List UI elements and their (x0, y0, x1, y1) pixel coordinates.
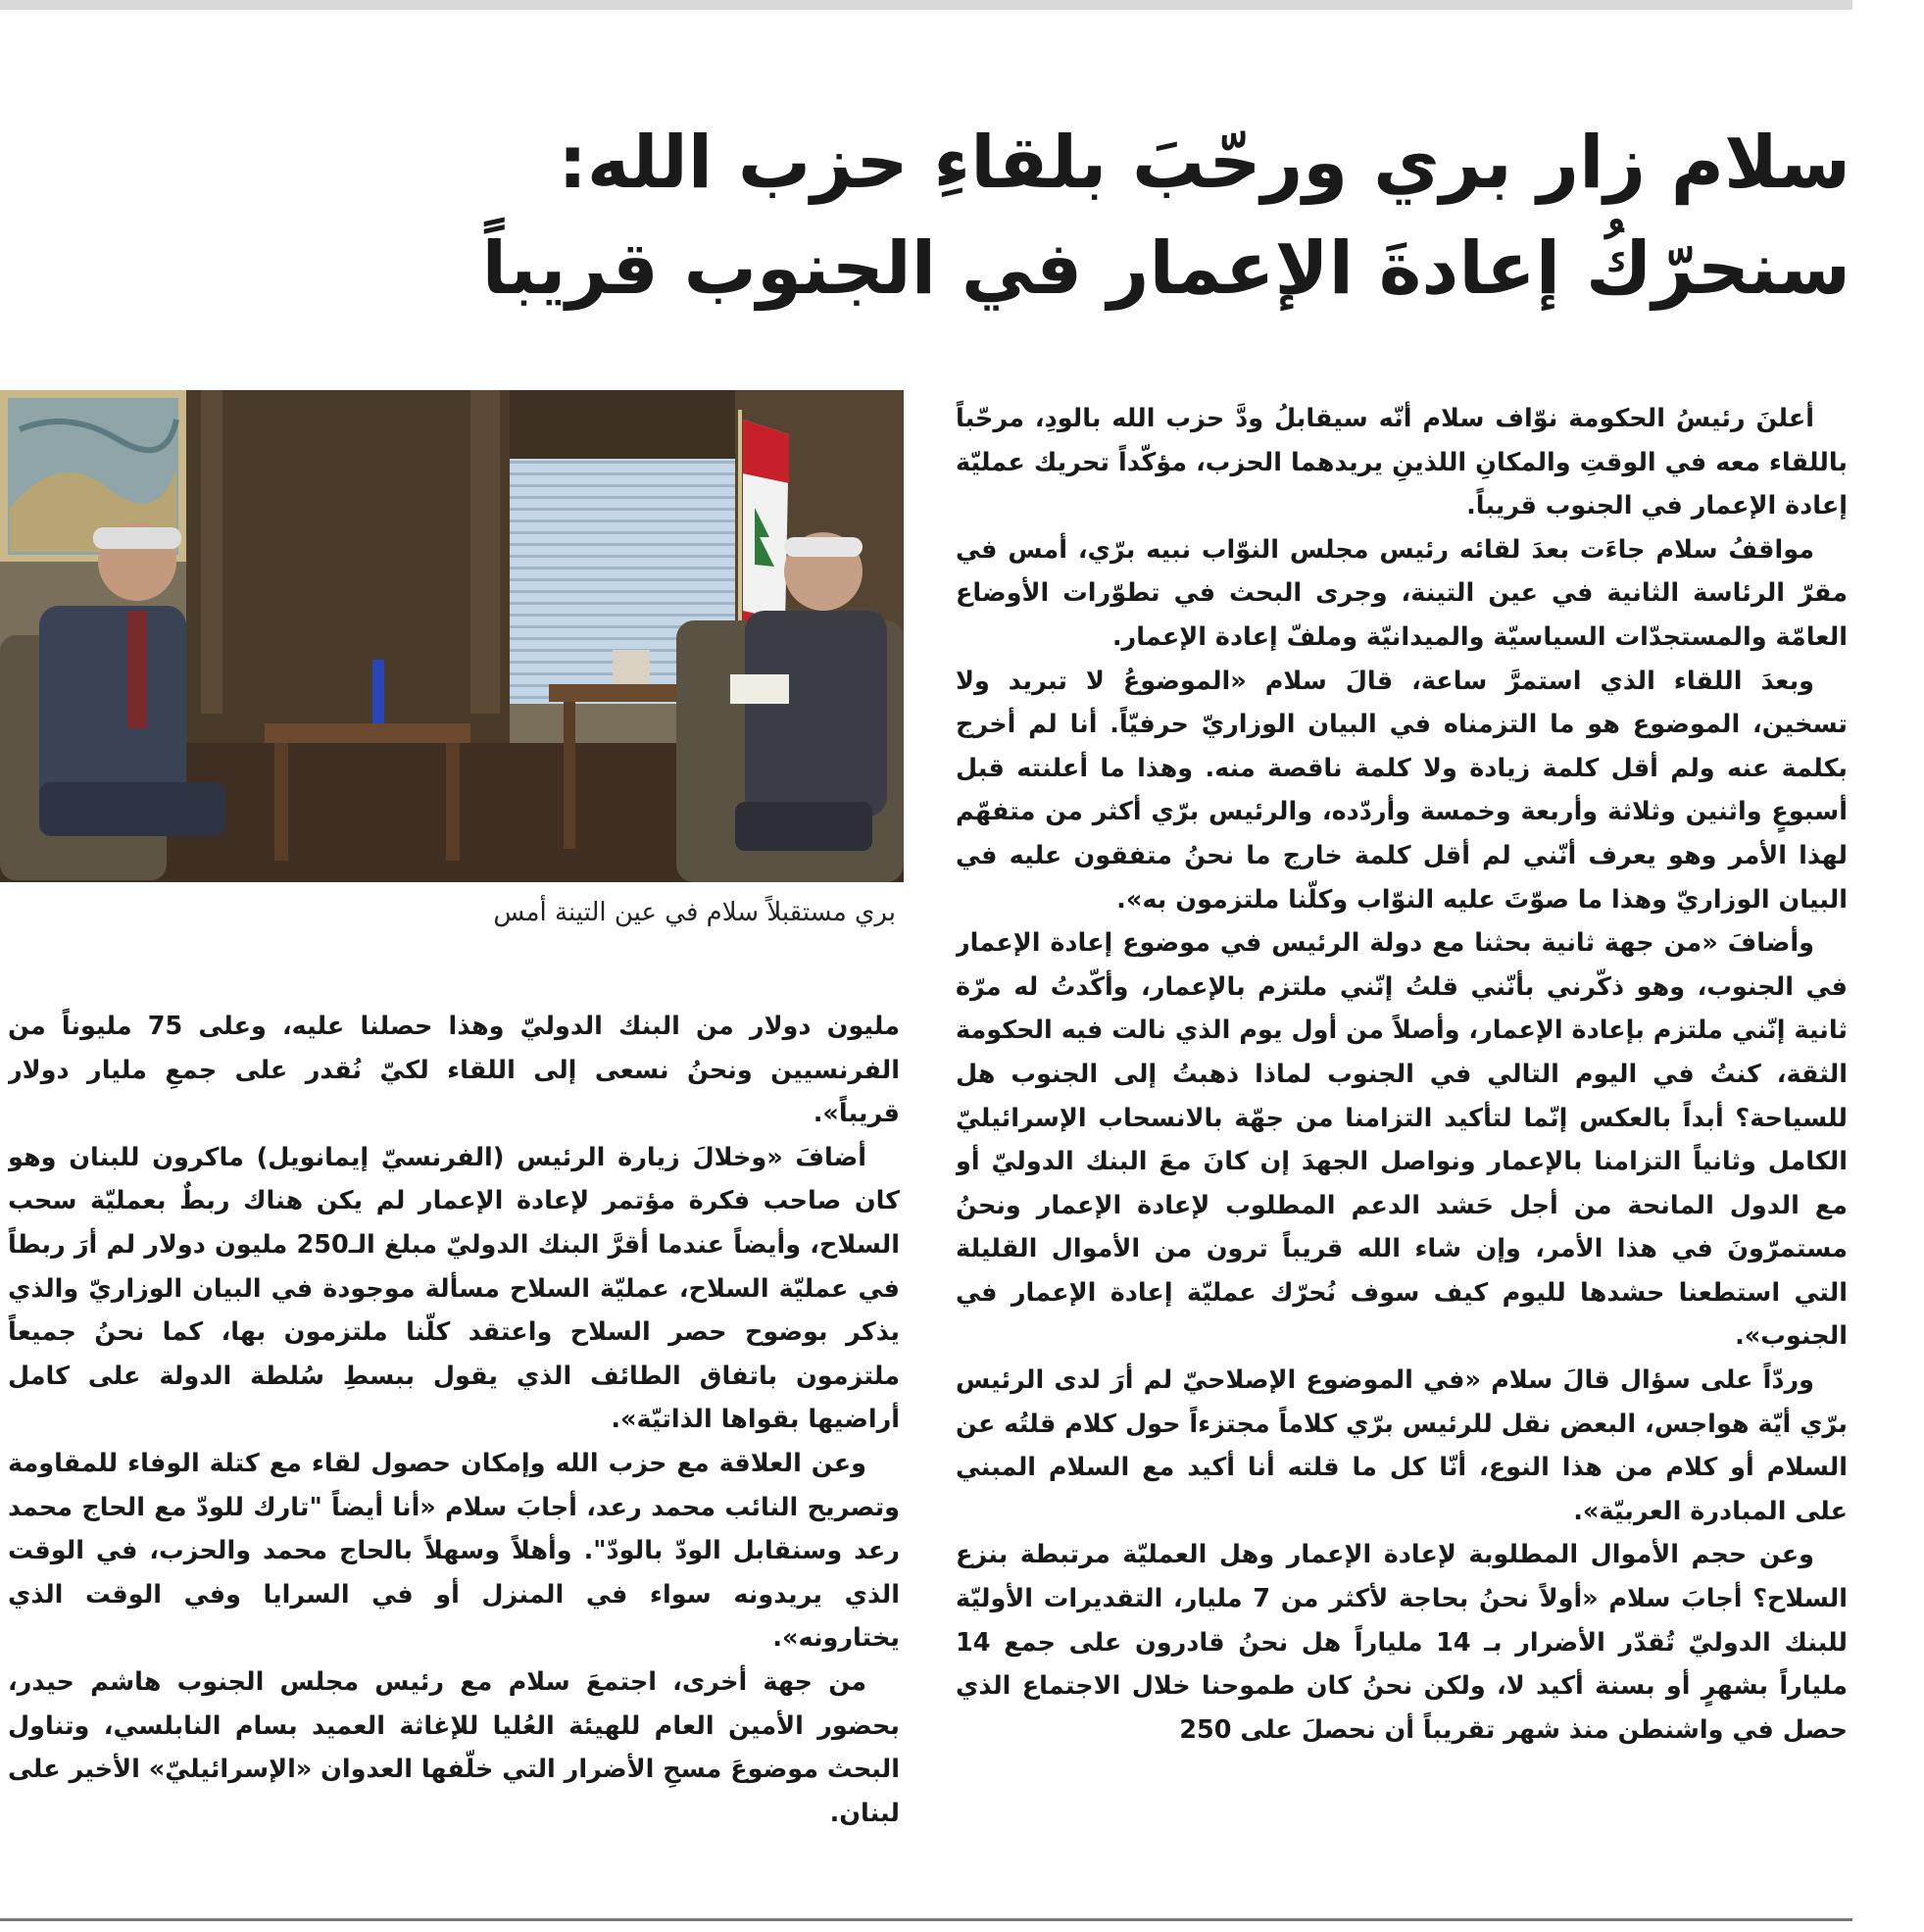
paragraph: أعلنَ رئيسُ الحكومة نوّاف سلام أنّه سيقابلُ ودَّ حزب الله بالودِ، مرحّباً باللقاء معه في الوقتِ والمكانِ اللذينِ يريدهما الحزب، مؤكّداً تحريك عمليّة إعادة الإعمار في الجنوب قريباً. (956, 404, 1848, 521)
paragraph: مليون دولار من البنك الدوليّ وهذا حصلنا عليه، وعلى 75 مليوناً من الفرنسيين ونحنُ نسعى إلى اللقاء لكيّ نُقدر على جمعِ مليار دولار قريباً». (8, 1012, 900, 1129)
article-column-left (8, 1005, 900, 1907)
paragraph: من جهة أخرى، اجتمعَ سلام مع رئيس مجلس الجنوب هاشم حيدر، بحضور الأمين العام للهيئة العُليا للإغاثة العميد بسام النابلسي، وتناول البحث موضوعَ مسحِ الأضرار التي خلّفها العدوان «الإسرائيليّ» الأخير على لبنان. (8, 1666, 900, 1828)
article-photo (0, 390, 904, 882)
paragraph: وعن العلاقة مع حزب الله وإمكان حصول لقاء مع كتلة الوفاء للمقاومة وتصريح النائب محمد رعد، أجابَ سلام «أنا أيضاً "تارك للودّ مع الحاج محمد رعد وسنقابل الودّ بالودّ". وأهلاً وسهلاً بالحاج محمد والحزب، في الوقت الذي يريدونه سواء في المنزل أو في السرايا وفي الوقت الذي يختارونه». (8, 1448, 900, 1654)
headline-line-1: سلام زار بري ورحّبَ بلقاءِ حزب الله: (558, 121, 1850, 205)
photo-caption: بري مستقبلاً سلام في عين التينة أمس (493, 898, 896, 927)
article-column-right (956, 397, 1848, 1907)
headline-line-2: سنحرّكُ إعادةَ الإعمار في الجنوب قريباً (481, 226, 1850, 311)
bottom-rule (0, 1918, 1852, 1921)
top-rule (0, 0, 1852, 10)
photo-illustration (0, 390, 904, 882)
paragraph: وردّاً على سؤال قالَ سلام «في الموضوع الإصلاحيّ لم أرَ لدى الرئيس برّي أيّة هواجس، البعض نقل للرئيس برّي كلاماً مجتزءاً حول كلام قلتُه عن السلام أو كلام من هذا النوع، أنّا كل ما قلته أنا أكيد مع السلام المبني على المبادرة العربيّة». (956, 1365, 1848, 1526)
paragraph: مواقفُ سلام جاءَت بعدَ لقائه رئيس مجلس النوّاب نبيه برّي، أمس في مقرّ الرئاسة الثانية في عين التينة، وجرى البحث في تطوّرات الأوضاع العامّة والمستجدّات السياسيّة والميدانيّة وملفّ إعادة الإعمار. (956, 534, 1848, 652)
headline (380, 110, 1850, 322)
paragraph: وبعدَ اللقاء الذي استمرَّ ساعة، قالَ سلام «الموضوعُ لا تبريد ولا تسخين، الموضوع هو ما التزمناه في البيان الوزاريّ حرفيّاً. أنا لم أخرج بكلمة عنه ولم أقل كلمة زيادة ولا كلمة ناقصة منه. وهذا ما أعلنته قبل أسبوعٍ واثنين وثلاثة وأربعة وخمسة وأردّده، والرئيس برّي أكثر من متفهّم لهذا الأمر وهو يعرف أنّني لم أقل كلمة خارج ما نحنُ متفقون عليه في البيان الوزاريّ وهذا ما صوّتَ عليه النوّاب وكلّنا ملتزمون به». (956, 666, 1848, 915)
paragraph: وأضافَ «من جهة ثانية بحثنا مع دولة الرئيس في موضوع إعادة الإعمار في الجنوب، وهو ذكّرني بأنّني قلتُ إنّني ملتزم بالإعمار، وأكّدتُ له مرّة ثانية إنّني ملتزم بإعادة الإعمار، وأصلاً من أول يوم الذي نالت فيه الحكومة الثقة، كنتُ في اليوم التالي في الجنوب لماذا ذهبتُ إلى الجنوب هل للسياحة؟ أبداً بالعكس إنّما لتأكيد التزامنا من جهّة بالانسحاب الإسرائيليّ الكامل وثانياً التزامنا بالإعمار ونواصل الجهدَ إن كانَ معَ البنك الدوليّ أو مع الدول المانحة من أجل حَشد الدعم المطلوب لإعادة الإعمار ونحنُ مستمرّونَ في هذا الأمر، وإن شاء الله قريباً ترون من الأموال القليلة التي استطعنا حشدها لليوم كيف سوف نُحرّك عمليّة إعادة الإعمار في الجنوب». (956, 928, 1848, 1352)
paragraph: وعن حجم الأموال المطلوبة لإعادة الإعمار وهل العمليّة مرتبطة بنزع السلاح؟ أجابَ سلام «أولاً نحنُ بحاجة لأكثر من 7 مليار، التقديرات الأوليّة للبنك الدوليّ تُقدّر الأضرار بـ 14 ملياراً هل نحنُ قادرون على جمع 14 ملياراً بشهرٍ أو بسنة أكيد لا، ولكن نحنُ كان طموحنا خلال الاجتماع الذي حصل في واشنطن منذ شهر تقريباً أن نحصلَ على 250 (956, 1540, 1848, 1745)
paragraph: أضافَ «وخلالَ زيارة الرئيس (الفرنسيّ إيمانويل) ماكرون للبنان وهو كان صاحب فكرة مؤتمر لإعادة الإعمار لم يكن هناك ربطٌ بعمليّة سحب السلاح، وأيضاً عندما أقرَّ البنك الدوليّ مبلغ الـ250 مليون دولار لم أرَ ربطاً في عمليّة السلاح، عمليّة السلاح مسألة موجودة في البيان الوزاريّ والذي يذكر بوضوح حصر السلاح واعتقد كلّنا ملتزمون بها، كما نحنُ جميعاً ملتزمون باتفاق الطائف الذي يقول ببسطِ سُلطة الدولة على كامل أراضيها بقواها الذاتيّة». (8, 1142, 900, 1435)
